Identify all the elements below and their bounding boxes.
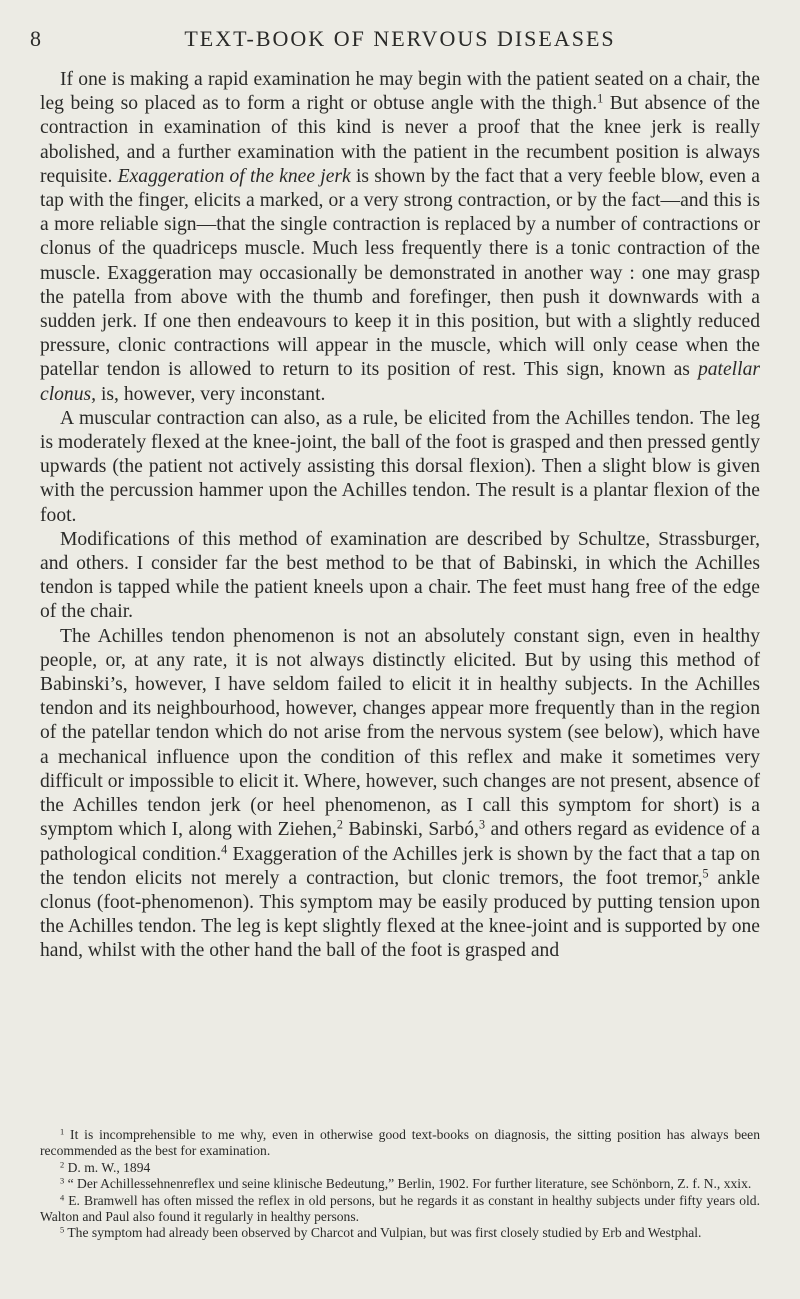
paragraph-1: If one is making a rapid examination he may begin with the patient seated on a chair, the leg being so placed as to form a right or obtuse angle with the thigh.$^1$ But absence of the contraction in examination of this kind is never a proof that the knee jerk is really abolished, and a further examination with the patient in the recumbent position is always requisite. Exaggeration of the knee jerk is shown by the fact that a very feeble blow, even a tap with the finger, elicits a marked, or a very strong contraction, or by the fact—and this is a more reliable sign—that the single contraction is replaced by a number of contractions or clonus of the quadriceps muscle. Much less frequently there is a tonic contraction of the muscle. Exaggeration may occasionally be demonstrated in another way : one may grasp the patella from above with the thumb and forefinger, then push it downwards with a sudden jerk. If one then endeavours to keep it in this position, but with a slightly reduced pressure, clonic contractions will appear in the muscle, which will only cease when the patellar tendon is allowed to return to its position of rest. This sign, known as patellar clonus, is, however, very inconstant. [40,69,760,405]
footnote: $^5$ The symptom had already been observed by Charcot and Vulpian, but was first closely studied by Erb and Westphal. [60,1224,702,1241]
body-text [40,68,760,964]
page-header [30,18,770,58]
running-title: TEXT-BOOK OF NERVOUS DISEASES [184,26,616,51]
footnote-ref-2: 2 [336,817,343,832]
footnote-ref-3: 3 [478,817,486,832]
term-patellar-clonus: patellar clonus, [40,359,760,405]
paragraph-4: The Achilles tendon phenomenon is not an absolutely constant sign, even in healthy people, or, at any rate, it is not always distinctly elicited. But by using this method of Babinski’s, however, I have seldom failed to elicit it in healthy subjects. In the Achilles tendon and its neighbourhood, however, changes appear more frequently than in the region of the patellar tendon which do not arise from the nervous system (see below), which have a mechanical influence upon the condition of this reflex and make it sometimes very difficult or impossible to elicit it. Where, however, such changes are not present, absence of the Achilles tendon jerk (or heel phenomenon, as I call this symptom for short) is a symptom which I, along with Ziehen,$^2$ Babinski, Sarbó,$^3$ and others regard as evidence of a pathological condition.$^4$ Exaggeration of the Achilles jerk is shown by the fact that a tap on the tendon elicits not merely a contraction, but clonic tremors, the foot tremor,$^5$ ankle clonus (foot-phenomenon). This symptom may be easily produced by putting tension upon the Achilles tendon. The leg is kept slightly flexed at the knee-joint and is supported by one hand, whilst with the other hand the ball of the foot is grasped and [40,625,761,962]
paragraph-3: Modifications of this method of examination are described by Schultze, Strassburger, and others. I consider far the best method to be that of Babinski, in which the Achilles tendon is tapped while the patient kneels upon a chair. The feet must hang free of the edge of the chair. [40,528,760,623]
paragraph-2: A muscular contraction can also, as a rule, be elicited from the Achilles tendon. The leg is moderately flexed at the knee-joint, the ball of the foot is grasped and then pressed gently upwards (the patient not actively assisting this dorsal flexion). Then a slight blow is given with the percussion hammer upon the Achilles tendon. The result is a plantar flexion of the foot. [40,407,760,526]
term-exaggeration-knee-jerk: Exaggeration of the knee jerk [117,165,351,187]
page-number: 8 [30,26,42,51]
footnote: $^4$ E. Bramwell has often missed the reflex in old persons, but he regards it as constant in healthy subjects under fifty years old. Walton and Paul also found it regularly in healthy persons. [40,1192,760,1225]
footnotes [40,1127,760,1242]
footnote: $^1$ It is incomprehensible to me why, even in otherwise good text-books on diagnosis, the sitting position has always been recommended as the best for examination. [40,1126,760,1159]
footnote-ref-4: 4 [221,841,228,856]
footnote-ref-5: 5 [702,866,709,881]
footnote-ref-1: 1 [597,91,604,106]
footnote: $^2$ D. m. W., 1894 [60,1159,151,1175]
footnote: $^3$ “ Der Achillessehnenreflex und seine klinische Bedeutung,” Berlin, 1902. For further literature, see Schönborn, Z. f. N., xxix. [60,1175,752,1192]
